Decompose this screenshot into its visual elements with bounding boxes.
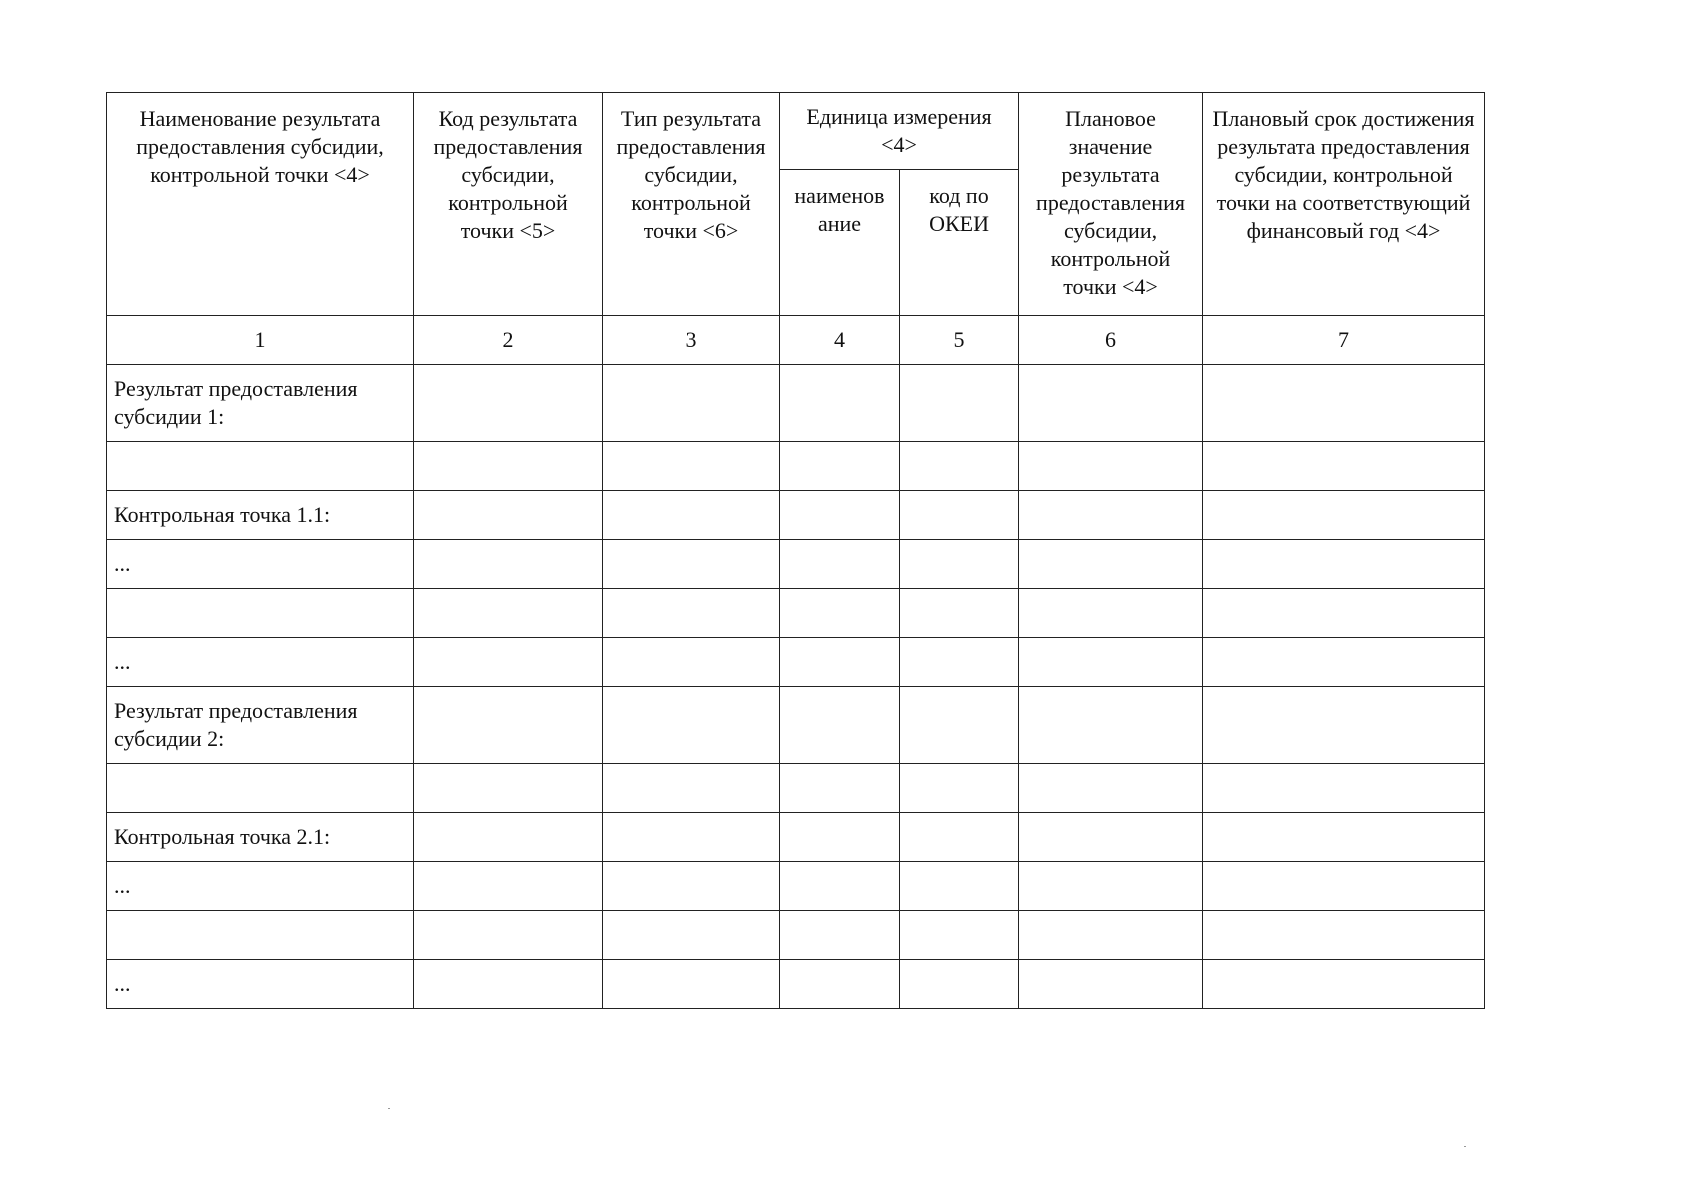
- row-label-cell[interactable]: ...: [107, 540, 414, 589]
- table-row: [107, 960, 1485, 1009]
- scan-speck: [388, 1108, 390, 1109]
- table-cell[interactable]: [1019, 589, 1203, 638]
- table-cell[interactable]: [1019, 960, 1203, 1009]
- table-cell[interactable]: [603, 911, 780, 960]
- column-number: 7: [1203, 316, 1485, 365]
- table-cell[interactable]: [603, 813, 780, 862]
- table-row: [107, 638, 1485, 687]
- table-cell[interactable]: [414, 764, 603, 813]
- table-cell[interactable]: [1019, 491, 1203, 540]
- header-result-code: Код результата предоставления субсидии, контрольной точки <5>: [414, 93, 603, 316]
- table-cell[interactable]: [780, 764, 900, 813]
- table-cell[interactable]: [900, 365, 1019, 442]
- table-cell[interactable]: [1203, 862, 1485, 911]
- table-row: [107, 442, 1485, 491]
- header-unit-group: Единица измерения <4>: [780, 93, 1019, 170]
- table-cell[interactable]: [603, 491, 780, 540]
- row-label-cell[interactable]: ...: [107, 960, 414, 1009]
- table-cell[interactable]: [414, 687, 603, 764]
- table-row: [107, 491, 1485, 540]
- row-label-cell[interactable]: Контрольная точка 2.1:: [107, 813, 414, 862]
- row-label-cell[interactable]: ...: [107, 862, 414, 911]
- table-cell[interactable]: [1019, 687, 1203, 764]
- table-cell[interactable]: [780, 862, 900, 911]
- table-cell[interactable]: [1019, 365, 1203, 442]
- table-cell[interactable]: [1019, 540, 1203, 589]
- header-unit-name: наименов ание: [780, 170, 900, 316]
- table-cell[interactable]: [1203, 491, 1485, 540]
- table-cell[interactable]: [1019, 813, 1203, 862]
- row-label-cell[interactable]: Результат предоставления субсидии 2:: [107, 687, 414, 764]
- table-cell[interactable]: [414, 540, 603, 589]
- table-row: [107, 764, 1485, 813]
- table-cell[interactable]: [414, 638, 603, 687]
- table-cell[interactable]: [1203, 589, 1485, 638]
- column-number: 3: [603, 316, 780, 365]
- column-number: 5: [900, 316, 1019, 365]
- table-cell[interactable]: [900, 764, 1019, 813]
- table-cell[interactable]: [414, 960, 603, 1009]
- table-cell[interactable]: [900, 911, 1019, 960]
- table-cell[interactable]: [414, 491, 603, 540]
- header-result-type: Тип результата предоставления субсидии, контрольной точки <6>: [603, 93, 780, 316]
- table-cell[interactable]: [1019, 638, 1203, 687]
- form-sheet: [106, 92, 1484, 1009]
- table-cell[interactable]: [780, 813, 900, 862]
- table-cell[interactable]: [900, 862, 1019, 911]
- table-row: [107, 813, 1485, 862]
- table-row: [107, 365, 1485, 442]
- table-cell[interactable]: [900, 442, 1019, 491]
- table-cell[interactable]: [414, 365, 603, 442]
- table-row: [107, 687, 1485, 764]
- table-cell[interactable]: [1203, 540, 1485, 589]
- column-number: 6: [1019, 316, 1203, 365]
- table-cell[interactable]: [1019, 911, 1203, 960]
- header-planned-deadline: Плановый срок достижения результата предоставления субсидии, контрольной точки на соответствующий финансовый год <4>: [1203, 93, 1485, 316]
- column-number: 1: [107, 316, 414, 365]
- table-cell[interactable]: [414, 813, 603, 862]
- table-cell[interactable]: [414, 442, 603, 491]
- table-cell[interactable]: [1203, 687, 1485, 764]
- table-cell[interactable]: [1203, 960, 1485, 1009]
- table-row: [107, 862, 1485, 911]
- table-cell[interactable]: [603, 589, 780, 638]
- table-cell[interactable]: [603, 960, 780, 1009]
- table-cell[interactable]: [780, 687, 900, 764]
- header-row-top: [107, 93, 1485, 170]
- column-number-row: [107, 316, 1485, 365]
- table-cell[interactable]: [1203, 911, 1485, 960]
- table-cell[interactable]: [1203, 764, 1485, 813]
- row-label-cell[interactable]: [107, 589, 414, 638]
- row-label-cell[interactable]: Результат предоставления субсидии 1:: [107, 365, 414, 442]
- table-cell[interactable]: [780, 365, 900, 442]
- table-cell[interactable]: [780, 911, 900, 960]
- table-cell[interactable]: [780, 589, 900, 638]
- table-cell[interactable]: [780, 491, 900, 540]
- table-cell[interactable]: [900, 687, 1019, 764]
- header-result-name: Наименование результата предоставления субсидии, контрольной точки <4>: [107, 93, 414, 316]
- table-cell[interactable]: [900, 491, 1019, 540]
- table-cell[interactable]: [900, 960, 1019, 1009]
- table-row: [107, 540, 1485, 589]
- table-cell[interactable]: [1019, 764, 1203, 813]
- row-label-cell[interactable]: ...: [107, 638, 414, 687]
- table-row: [107, 911, 1485, 960]
- table-cell[interactable]: [603, 687, 780, 764]
- table-cell[interactable]: [603, 638, 780, 687]
- table-cell[interactable]: [414, 862, 603, 911]
- table-cell[interactable]: [1203, 365, 1485, 442]
- row-label-cell[interactable]: Контрольная точка 1.1:: [107, 491, 414, 540]
- row-label-cell[interactable]: [107, 764, 414, 813]
- subsidy-results-table: [106, 92, 1485, 1009]
- row-label-cell[interactable]: [107, 442, 414, 491]
- table-cell[interactable]: [1019, 862, 1203, 911]
- table-cell[interactable]: [780, 638, 900, 687]
- table-cell[interactable]: [780, 540, 900, 589]
- table-cell[interactable]: [900, 540, 1019, 589]
- table-cell[interactable]: [1203, 638, 1485, 687]
- table-cell[interactable]: [414, 911, 603, 960]
- table-cell[interactable]: [603, 862, 780, 911]
- column-number: 4: [780, 316, 900, 365]
- table-cell[interactable]: [780, 960, 900, 1009]
- table-cell[interactable]: [603, 442, 780, 491]
- table-cell[interactable]: [603, 764, 780, 813]
- column-number: 2: [414, 316, 603, 365]
- table-cell[interactable]: [603, 365, 780, 442]
- table-cell[interactable]: [780, 442, 900, 491]
- row-label-cell[interactable]: [107, 911, 414, 960]
- table-cell[interactable]: [603, 540, 780, 589]
- header-unit-code: код по ОКЕИ: [900, 170, 1019, 316]
- table-cell[interactable]: [900, 638, 1019, 687]
- table-row: [107, 589, 1485, 638]
- scan-speck: [1464, 1146, 1466, 1147]
- table-cell[interactable]: [1203, 813, 1485, 862]
- table-cell[interactable]: [900, 813, 1019, 862]
- table-cell[interactable]: [900, 589, 1019, 638]
- header-planned-value: Плановое значение результата предоставления субсидии, контрольной точки <4>: [1019, 93, 1203, 316]
- table-cell[interactable]: [1019, 442, 1203, 491]
- table-cell[interactable]: [414, 589, 603, 638]
- table-cell[interactable]: [1203, 442, 1485, 491]
